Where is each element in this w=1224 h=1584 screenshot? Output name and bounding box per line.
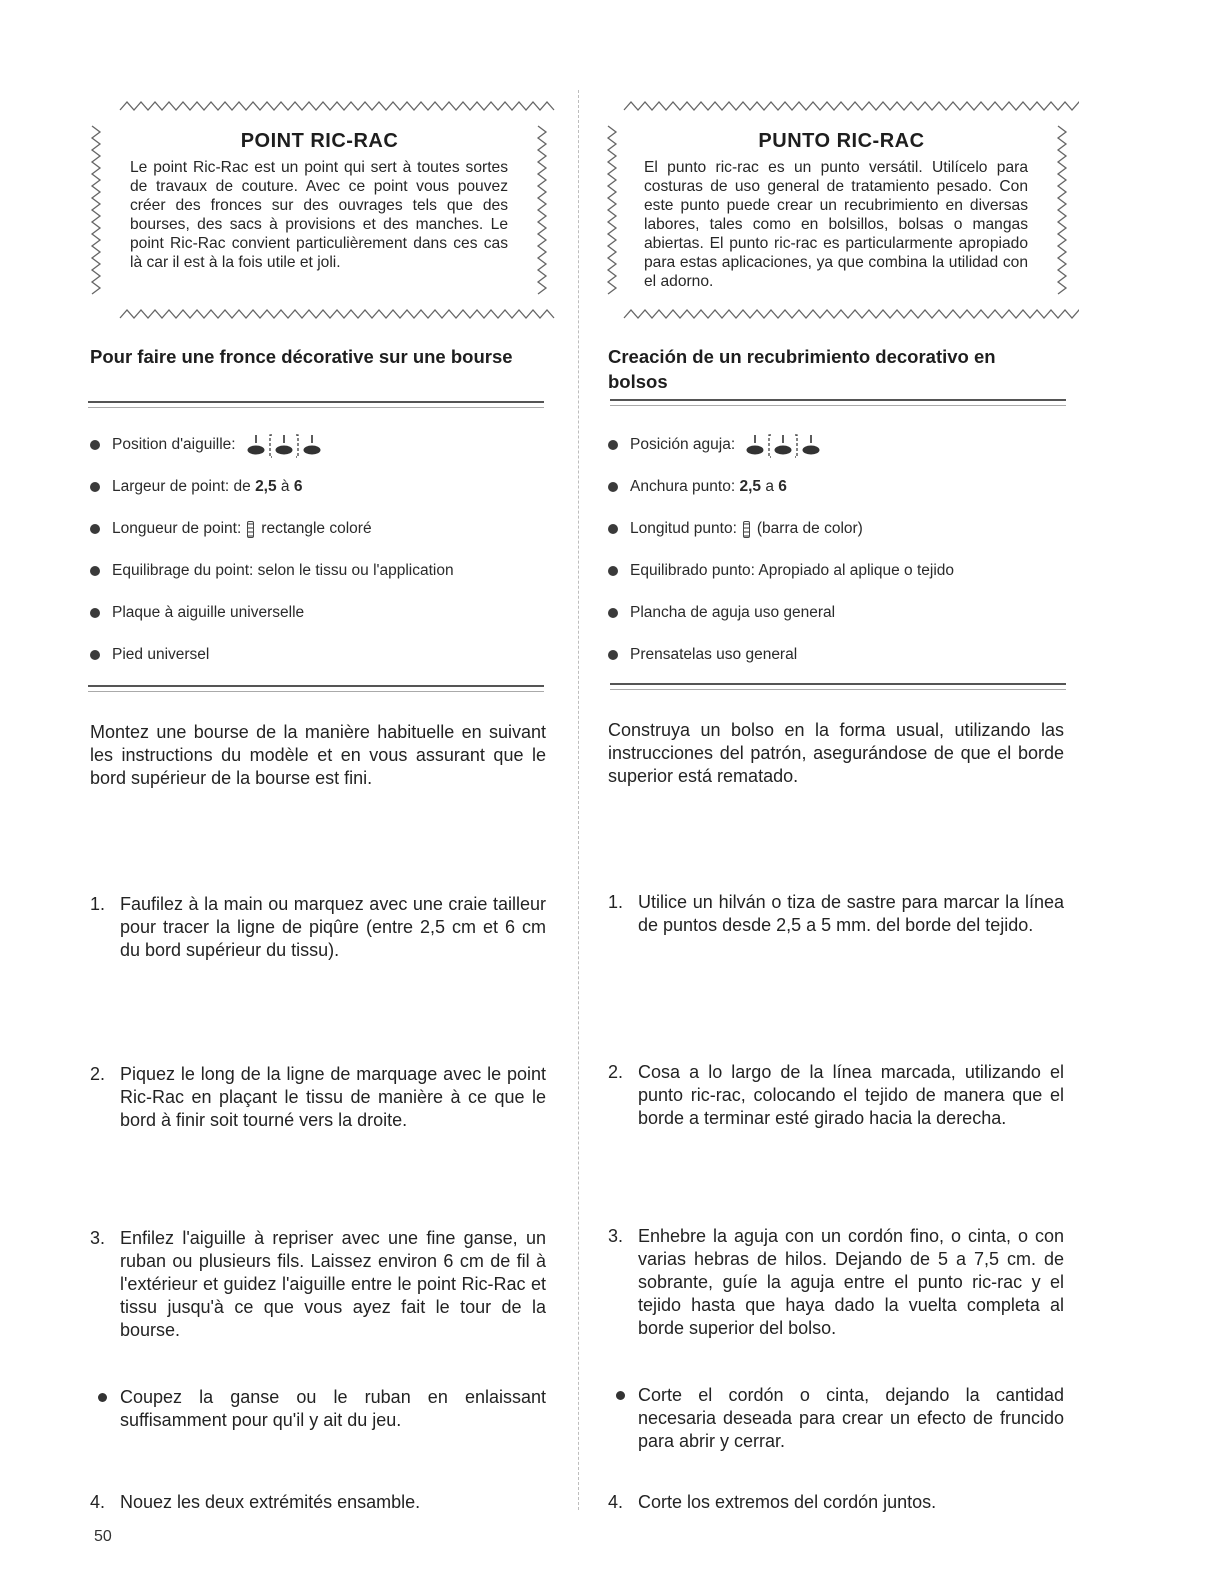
machine-settings — [608, 424, 1078, 676]
setting-sep: à — [276, 478, 294, 495]
section-title: Creación de un recubrimiento decorativo en bolsos — [608, 346, 996, 392]
setting-label: Longueur de point: — [112, 520, 242, 537]
step-text: Piquez le long de la ligne de marquage avec le point Ric-Rac en plaçant le tissu de manière à ce que le bord à finir soit tourné vers la droite. — [120, 1064, 546, 1130]
column-divider — [578, 90, 579, 1510]
step-text: Corte el cordón o cinta, dejando la cantidad necesaria deseada para crear un efecto de fruncido para abrir y cerrar. — [638, 1385, 1064, 1451]
setting-label: Longitud punto: — [630, 520, 737, 537]
step-text: Coupez la ganse ou le ruban en enlaissant suffisamment pour qu'il y ait du jeu. — [120, 1387, 546, 1430]
bullet-icon — [608, 566, 618, 576]
step-text: Enhebre la aguja con un cordón fino, o cinta, o con varias hebras de hilos. Dejando de 5 a 7,5 cm. de sobrante, guíe la aguja entre el punto ric-rac y el tejido hasta que haya dado la vuelta completa al borde superior del bolso. — [638, 1226, 1064, 1338]
bullet-icon — [608, 524, 618, 534]
setting-needle-plate — [608, 592, 1078, 634]
bullet-icon — [90, 524, 100, 534]
setting-value: 6 — [778, 478, 787, 495]
settings-rule — [88, 685, 544, 692]
bullet-icon — [608, 482, 618, 492]
step-3 — [90, 1227, 546, 1342]
step-number: 2. — [90, 1064, 106, 1084]
step-4 — [608, 1491, 1064, 1514]
setting-label: Plaque à aiguille universelle — [112, 604, 305, 621]
step-number: 2. — [608, 1062, 624, 1082]
settings-rule — [610, 683, 1066, 690]
section-title: Pour faire une fronce décorative sur une bourse — [90, 346, 513, 367]
setting-label: Plancha de aguja uso general — [630, 604, 836, 621]
step-3 — [608, 1225, 1064, 1340]
setting-label: Largeur de point: de — [112, 478, 251, 495]
step-1 — [90, 893, 546, 962]
setting-presser-foot — [608, 634, 1078, 676]
step-2 — [608, 1061, 1064, 1130]
bullet-icon — [608, 650, 618, 660]
needle-position-icon — [246, 431, 322, 459]
setting-label: Equilibrage du point: selon le tissu ou l'application — [112, 562, 454, 579]
page-number: 50 — [94, 1528, 112, 1545]
setting-value: (barra de color) — [756, 520, 863, 537]
step-text: Faufilez à la main ou marquez avec une craie tailleur pour tracer la ligne de piqûre (entre 2,5 cm et 6 cm du bord supérieur du tissu). — [120, 894, 546, 960]
setting-value: 6 — [293, 478, 303, 495]
bullet-icon — [90, 608, 100, 618]
bullet-icon — [90, 650, 100, 660]
setting-needle-position — [90, 424, 560, 466]
color-bar-icon — [247, 521, 254, 538]
step-text: Cosa a lo largo de la línea marcada, utilizando el punto ric-rac, colocando el tejido de manera que el borde a terminar esté girado hacia la derecha. — [638, 1062, 1064, 1128]
box-text: Le point Ric-Rac est un point qui sert à toutes sortes de travaux de couture. Avec ce point vous pouvez créer des fronces sur des ouvrages tels que des bourses, des sacs à provisions et des manches. Le point Ric-Rac convient particulièrement dans ces cas là car il est à la fois utile et joli. — [130, 159, 508, 271]
step-text: Corte los extremos del cordón juntos. — [638, 1492, 937, 1512]
setting-label: Prensatelas uso general — [630, 646, 798, 663]
bullet-icon — [608, 608, 618, 618]
step-number: 3. — [90, 1228, 106, 1248]
step-bullet — [90, 1386, 546, 1432]
step-2 — [90, 1063, 546, 1132]
machine-settings — [90, 424, 560, 676]
section-rule — [610, 399, 1066, 406]
setting-label: Posición aguja: — [630, 436, 736, 453]
setting-value: rectangle coloré — [261, 520, 372, 537]
step-text: Nouez les deux extrémités ensamble. — [120, 1492, 421, 1512]
intro-paragraph: Construya un bolso en la forma usual, utilizando las instrucciones del patrón, asegurándose de que el borde superior está rematado. — [608, 720, 1064, 786]
step-bullet — [608, 1384, 1064, 1453]
color-bar-icon — [743, 521, 750, 538]
step-1 — [608, 891, 1064, 937]
bullet-icon — [608, 440, 618, 450]
step-text: Enfilez l'aiguille à repriser avec une fine ganse, un ruban ou plusieurs fils. Laissez environ 6 cm de fil à l'extérieur et guidez l'aiguille entre le point Ric-Rac et tissu jusqu'à ce que vous ayez fait le tour de la bourse. — [120, 1228, 546, 1340]
setting-value: 2,5 — [739, 478, 762, 495]
step-text: Utilice un hilván o tiza de sastre para marcar la línea de puntos desde 2,5 a 5 mm. del borde del tejido. — [638, 892, 1064, 935]
step-number: 4. — [608, 1492, 624, 1512]
setting-label: Pied universel — [112, 646, 210, 663]
setting-label: Anchura punto: — [630, 478, 736, 495]
step-4 — [90, 1491, 546, 1514]
setting-label: Position d'aiguille: — [112, 436, 236, 453]
step-number: 3. — [608, 1226, 624, 1246]
section-rule — [88, 401, 544, 408]
setting-presser-foot — [90, 634, 560, 676]
setting-sep: a — [761, 478, 779, 495]
bullet-icon — [90, 482, 100, 492]
setting-label: Equilibrado punto: Apropiado al aplique o tejido — [630, 562, 955, 579]
setting-stitch-length — [608, 508, 1078, 550]
intro-paragraph: Montez une bourse de la manière habituelle en suivant les instructions du modèle et en vous assurant que le bord supérieur de la bourse est fini. — [90, 722, 546, 788]
ric-rac-box-es — [604, 96, 1079, 328]
setting-stitch-length — [90, 508, 560, 550]
needle-position-icon — [745, 431, 821, 459]
setting-stitch-width — [90, 466, 560, 508]
box-title: POINT RIC-RAC — [240, 130, 399, 152]
box-text: El punto ric-rac es un punto versátil. Utilícelo para costuras de uso general de tratamiento pesado. Con este punto puede crear un recubrimiento en diversas labores, tales como en bolsillos, bolsas o mangas abiertas. El punto ric-rac es particularmente apropiado para estas aplicaciones, ya que combina la utilidad con el adorno. — [644, 159, 1028, 290]
bullet-icon — [90, 440, 100, 450]
bullet-icon — [616, 1391, 625, 1400]
setting-value: 2,5 — [255, 478, 277, 495]
box-title: PUNTO RIC-RAC — [758, 130, 925, 152]
step-number: 1. — [90, 894, 106, 914]
bullet-icon — [98, 1393, 107, 1402]
setting-needle-plate — [90, 592, 560, 634]
step-number: 1. — [608, 892, 624, 912]
setting-balance — [90, 550, 560, 592]
ric-rac-box-fr — [82, 96, 557, 328]
setting-stitch-width — [608, 466, 1078, 508]
step-number: 4. — [90, 1492, 106, 1512]
setting-balance — [608, 550, 1078, 592]
setting-needle-position — [608, 424, 1078, 466]
bullet-icon — [90, 566, 100, 576]
